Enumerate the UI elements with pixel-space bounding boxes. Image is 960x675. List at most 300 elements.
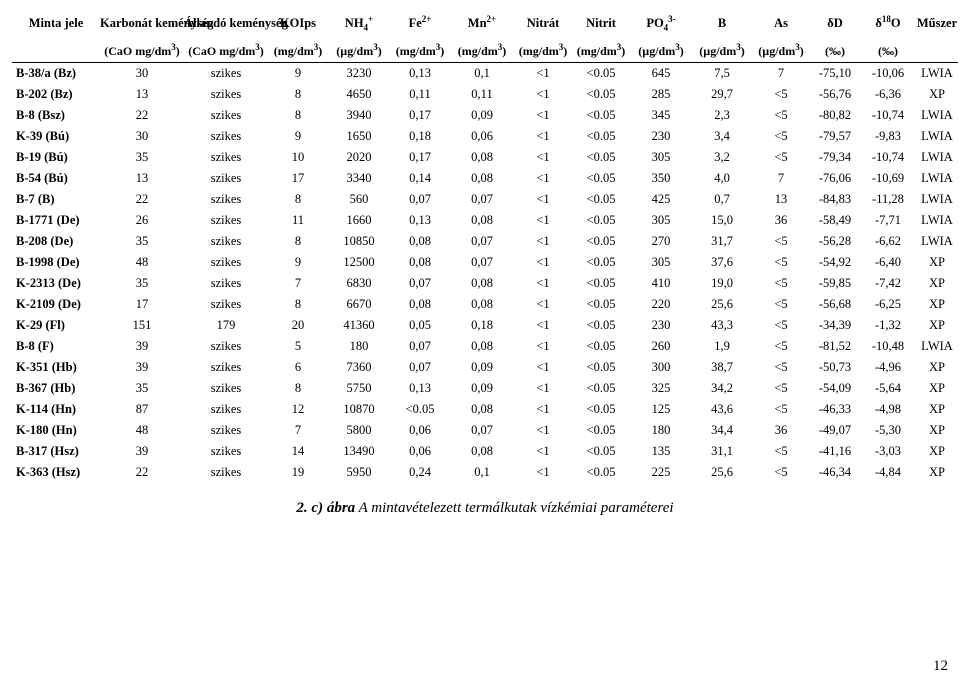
header-koips: KOIps xyxy=(279,16,317,30)
table-cell: <0.05 xyxy=(586,87,616,101)
table-cell: 0,07 xyxy=(409,192,431,206)
table-cell: 0,13 xyxy=(409,381,431,395)
table-cell: 35 xyxy=(135,276,149,290)
table-cell: <1 xyxy=(536,213,550,227)
table-cell: 13490 xyxy=(343,444,375,458)
unit-mn: $(mg/dm^3)$ xyxy=(457,42,507,58)
table-cell: 1660 xyxy=(346,213,372,227)
sample-id-cell: B-367 (Hb) xyxy=(16,381,76,395)
table-cell: -59,85 xyxy=(818,276,852,290)
header-nh4: $NH_4^+$ xyxy=(344,13,374,33)
table-cell: 0,24 xyxy=(409,465,431,479)
table-cell: -34,39 xyxy=(818,318,852,332)
table-cell: 6670 xyxy=(346,297,372,311)
table-cell: <0.05 xyxy=(586,339,616,353)
table-cell: 36 xyxy=(774,423,788,437)
table-cell: XP xyxy=(929,318,945,332)
table-cell: 25,6 xyxy=(711,297,733,311)
unit-nitrit: $(mg/dm^3)$ xyxy=(576,42,626,58)
table-cell: 11 xyxy=(291,213,305,227)
table-cell: 410 xyxy=(651,276,671,290)
sample-id-cell: B-19 (Bú) xyxy=(16,150,68,164)
table-cell: 7 xyxy=(777,171,785,185)
table-cell: 0,09 xyxy=(471,381,493,395)
table-row xyxy=(12,462,958,483)
table-cell: -6,62 xyxy=(874,234,902,248)
table-cell: 10850 xyxy=(343,234,375,248)
header-row-parameters xyxy=(12,6,958,40)
table-cell: 350 xyxy=(651,171,671,185)
table-cell: 13 xyxy=(135,171,149,185)
table-cell: <5 xyxy=(774,297,788,311)
table-cell: szikes xyxy=(210,339,242,353)
table-cell: 0,07 xyxy=(409,339,431,353)
sample-id-cell: B-1771 (De) xyxy=(16,213,80,227)
table-cell: 0,13 xyxy=(409,213,431,227)
table-cell: 5750 xyxy=(346,381,372,395)
table-cell: 0,18 xyxy=(471,318,493,332)
sample-id-cell: B-317 (Hsz) xyxy=(16,444,79,458)
table-cell: 26 xyxy=(135,213,149,227)
table-cell: 7 xyxy=(294,276,302,290)
table-cell: szikes xyxy=(210,108,242,122)
table-cell: 0,08 xyxy=(471,171,493,185)
table-cell: 7360 xyxy=(346,360,372,374)
table-cell: 560 xyxy=(349,192,369,206)
table-cell: <5 xyxy=(774,150,788,164)
table-cell: 0,06 xyxy=(409,444,431,458)
header-row-units xyxy=(12,40,958,63)
table-cell: 17 xyxy=(291,171,305,185)
table-cell: 5950 xyxy=(346,465,372,479)
table-cell: 0,07 xyxy=(471,255,493,269)
table-cell: 0,09 xyxy=(471,360,493,374)
table-cell: <5 xyxy=(774,234,788,248)
table-cell: 35 xyxy=(135,150,149,164)
table-cell: <1 xyxy=(536,108,550,122)
table-cell: XP xyxy=(929,402,945,416)
table-cell: 6 xyxy=(294,360,302,374)
table-cell: 2,3 xyxy=(714,108,730,122)
sample-id-cell: K-114 (Hn) xyxy=(16,402,77,416)
table-cell: <0.05 xyxy=(586,66,616,80)
table-cell: 0,13 xyxy=(409,66,431,80)
table-cell: -54,92 xyxy=(818,255,852,269)
unit-muszer-empty xyxy=(916,40,958,63)
table-cell: <0.05 xyxy=(586,276,616,290)
table-cell: 305 xyxy=(651,255,671,269)
sample-id-cell: K-180 (Hn) xyxy=(16,423,77,437)
table-row xyxy=(12,441,958,462)
table-cell: 0,17 xyxy=(409,108,431,122)
table-cell: 0,08 xyxy=(471,402,493,416)
table-row xyxy=(12,210,958,231)
table-cell: LWIA xyxy=(921,192,953,206)
table-cell: XP xyxy=(929,255,945,269)
table-cell: 0,06 xyxy=(471,129,493,143)
table-cell: szikes xyxy=(210,444,242,458)
table-cell: szikes xyxy=(210,192,242,206)
table-cell: -1,32 xyxy=(874,318,902,332)
table-cell: <0.05 xyxy=(586,171,616,185)
unit-allando: (CaO $mg/dm^3$) xyxy=(188,42,264,58)
table-cell: -79,57 xyxy=(818,129,852,143)
table-cell: <1 xyxy=(536,129,550,143)
table-cell: -49,07 xyxy=(818,423,852,437)
table-row xyxy=(12,168,958,189)
table-cell: <0.05 xyxy=(586,150,616,164)
table-cell: 0,7 xyxy=(714,192,730,206)
table-cell: <5 xyxy=(774,444,788,458)
unit-as: $(\mu g/dm^3)$ xyxy=(758,42,804,58)
table-cell: 0,07 xyxy=(409,276,431,290)
sample-id-cell: K-351 (Hb) xyxy=(16,360,77,374)
unit-nitrat: $(mg/dm^3)$ xyxy=(518,42,568,58)
table-cell: 345 xyxy=(651,108,671,122)
table-cell: szikes xyxy=(210,66,242,80)
table-cell: <1 xyxy=(536,87,550,101)
table-cell: 17 xyxy=(135,297,149,311)
table-cell: 125 xyxy=(651,402,671,416)
sample-id-cell: K-29 (Fl) xyxy=(16,318,65,332)
table-cell: 300 xyxy=(651,360,671,374)
table-cell: LWIA xyxy=(921,150,953,164)
table-cell: 325 xyxy=(651,381,671,395)
table-cell: 2020 xyxy=(346,150,372,164)
table-cell: 0,14 xyxy=(409,171,431,185)
table-cell: <0.05 xyxy=(586,423,616,437)
table-row xyxy=(12,357,958,378)
table-cell: LWIA xyxy=(921,171,953,185)
table-body xyxy=(12,63,958,484)
table-cell: 34,2 xyxy=(711,381,733,395)
table-cell: 260 xyxy=(651,339,671,353)
table-cell: LWIA xyxy=(921,234,953,248)
unit-po4: $(\mu g/dm^3)$ xyxy=(638,42,684,58)
table-cell: 8 xyxy=(294,108,302,122)
table-cell: LWIA xyxy=(921,339,953,353)
table-cell: 8 xyxy=(294,297,302,311)
table-cell: -10,48 xyxy=(871,339,905,353)
sample-id-cell: B-54 (Bú) xyxy=(16,171,68,185)
header-minta-jele: Minta jele xyxy=(28,16,84,30)
table-cell: 1650 xyxy=(346,129,372,143)
table-cell: 1,9 xyxy=(714,339,730,353)
table-cell: 29,7 xyxy=(711,87,733,101)
table-cell: szikes xyxy=(210,360,242,374)
table-cell: -50,73 xyxy=(818,360,852,374)
table-cell: 270 xyxy=(651,234,671,248)
table-cell: 0,08 xyxy=(471,297,493,311)
table-cell: <0.05 xyxy=(586,129,616,143)
table-cell: -3,03 xyxy=(874,444,902,458)
table-cell: <0.05 xyxy=(586,213,616,227)
table-cell: 39 xyxy=(135,360,149,374)
unit-dd: (‰) xyxy=(825,44,845,58)
table-cell: <5 xyxy=(774,381,788,395)
table-cell: -6,25 xyxy=(874,297,902,311)
table-cell: 30 xyxy=(135,129,149,143)
table-row xyxy=(12,420,958,441)
table-cell: 7 xyxy=(777,66,785,80)
header-allando: Állandó keménység xyxy=(184,16,288,30)
table-cell: -9,83 xyxy=(874,129,902,143)
table-cell: 0,09 xyxy=(471,108,493,122)
header-nitrit: Nitrit xyxy=(586,16,616,30)
table-cell: 3340 xyxy=(346,171,372,185)
table-cell: 19 xyxy=(291,465,305,479)
table-cell: <1 xyxy=(536,339,550,353)
table-cell: 0,18 xyxy=(409,129,431,143)
table-cell: -76,06 xyxy=(818,171,852,185)
table-cell: <0.05 xyxy=(586,381,616,395)
page-number: 12 xyxy=(933,658,948,674)
table-cell: <1 xyxy=(536,360,550,374)
table-cell: 31,1 xyxy=(711,444,733,458)
table-cell: 38,7 xyxy=(711,360,733,374)
table-cell: 0,11 xyxy=(471,87,493,101)
table-cell: 4650 xyxy=(346,87,372,101)
table-cell: -81,52 xyxy=(818,339,852,353)
water-chemistry-table xyxy=(12,6,958,483)
table-cell: 13 xyxy=(135,87,149,101)
table-cell: LWIA xyxy=(921,129,953,143)
unit-b: $(\mu g/dm^3)$ xyxy=(699,42,745,58)
table-cell: <5 xyxy=(774,129,788,143)
table-cell: <5 xyxy=(774,255,788,269)
sample-id-cell: K-363 (Hsz) xyxy=(16,465,81,479)
table-cell: 30 xyxy=(135,66,149,80)
table-cell: -10,74 xyxy=(871,150,905,164)
table-cell: 0,08 xyxy=(471,213,493,227)
table-cell: <0.05 xyxy=(586,465,616,479)
table-cell: 0,06 xyxy=(409,423,431,437)
table-cell: <0.05 xyxy=(586,297,616,311)
table-cell: <1 xyxy=(536,276,550,290)
caption-text: A mintavételezett termálkutak vízkémiai paraméterei xyxy=(355,500,674,516)
table-cell: 0,08 xyxy=(471,150,493,164)
table-cell: 3,4 xyxy=(714,129,730,143)
table-cell: 20 xyxy=(291,318,305,332)
table-row xyxy=(12,126,958,147)
table-cell: 41360 xyxy=(343,318,375,332)
sample-id-cell: B-8 (F) xyxy=(16,339,54,353)
table-cell: XP xyxy=(929,381,945,395)
table-cell: <1 xyxy=(536,234,550,248)
table-cell: 48 xyxy=(135,255,149,269)
table-cell: 0,07 xyxy=(471,423,493,437)
table-row xyxy=(12,105,958,126)
table-cell: 0,07 xyxy=(471,192,493,206)
table-cell: 9 xyxy=(294,66,302,80)
table-cell: 8 xyxy=(294,381,302,395)
table-cell: LWIA xyxy=(921,66,953,80)
table-cell: <1 xyxy=(536,171,550,185)
unit-fe: $(mg/dm^3)$ xyxy=(395,42,445,58)
table-cell: 48 xyxy=(135,423,149,437)
table-cell: <0.05 xyxy=(586,108,616,122)
table-cell: -4,84 xyxy=(874,465,902,479)
table-cell: 0,08 xyxy=(471,339,493,353)
table-cell: <5 xyxy=(774,465,788,479)
table-cell: <0.05 xyxy=(586,255,616,269)
table-cell: 19,0 xyxy=(711,276,733,290)
table-cell: <1 xyxy=(536,192,550,206)
table-cell: <5 xyxy=(774,276,788,290)
table-cell: szikes xyxy=(210,87,242,101)
table-cell: szikes xyxy=(210,276,242,290)
table-cell: -56,68 xyxy=(818,297,852,311)
table-row xyxy=(12,231,958,252)
table-cell: <1 xyxy=(536,150,550,164)
table-cell: 645 xyxy=(651,66,671,80)
table-cell: -6,40 xyxy=(874,255,902,269)
table-cell: -41,16 xyxy=(818,444,852,458)
table-cell: szikes xyxy=(210,213,242,227)
caption-label: 2. c) ábra xyxy=(296,500,356,516)
table-cell: <0.05 xyxy=(586,402,616,416)
sample-id-cell: K-39 (Bú) xyxy=(16,129,70,143)
table-cell: <1 xyxy=(536,444,550,458)
table-cell: <5 xyxy=(774,360,788,374)
table-cell: 179 xyxy=(216,318,236,332)
table-cell: XP xyxy=(929,444,945,458)
table-cell: <1 xyxy=(536,465,550,479)
table-cell: 5 xyxy=(294,339,302,353)
table-row xyxy=(12,336,958,357)
unit-d18o: (‰) xyxy=(878,44,898,58)
table-cell: XP xyxy=(929,423,945,437)
table-cell: 305 xyxy=(651,213,671,227)
header-fe: $Fe^{2+}$ xyxy=(408,13,432,30)
sample-id-cell: B-8 (Bsz) xyxy=(16,108,65,122)
table-cell: szikes xyxy=(210,234,242,248)
sample-id-cell: K-2313 (De) xyxy=(16,276,81,290)
table-cell: <1 xyxy=(536,381,550,395)
table-cell: <1 xyxy=(536,423,550,437)
header-as: As xyxy=(774,16,788,30)
table-cell: -10,74 xyxy=(871,108,905,122)
table-cell: 43,6 xyxy=(711,402,733,416)
figure-caption xyxy=(12,500,958,517)
table-cell: 220 xyxy=(651,297,671,311)
table-cell: 0,08 xyxy=(409,234,431,248)
table-cell: -79,34 xyxy=(818,150,852,164)
table-cell: -56,76 xyxy=(818,87,852,101)
table-cell: <5 xyxy=(774,402,788,416)
table-cell: 8 xyxy=(294,87,302,101)
table-cell: 0,1 xyxy=(474,66,490,80)
table-cell: 151 xyxy=(132,318,152,332)
table-cell: 15,0 xyxy=(711,213,733,227)
table-cell: 0,08 xyxy=(471,276,493,290)
table-cell: <0.05 xyxy=(586,444,616,458)
water-chemistry-table-container xyxy=(12,6,958,516)
header-nitrat: Nitrát xyxy=(526,16,560,30)
table-row xyxy=(12,252,958,273)
table-cell: 5800 xyxy=(346,423,372,437)
table-cell: 180 xyxy=(349,339,369,353)
table-cell: <0.05 xyxy=(586,318,616,332)
table-cell: 6830 xyxy=(346,276,372,290)
table-cell: XP xyxy=(929,465,945,479)
table-cell: 425 xyxy=(651,192,671,206)
table-cell: <5 xyxy=(774,318,788,332)
table-cell: 43,3 xyxy=(711,318,733,332)
header-karbonat: Karbonát keménység xyxy=(100,16,214,30)
table-cell: 39 xyxy=(135,444,149,458)
table-cell: 9 xyxy=(294,129,302,143)
table-row xyxy=(12,147,958,168)
table-cell: 12 xyxy=(291,402,305,416)
table-cell: -58,49 xyxy=(818,213,852,227)
table-cell: -10,06 xyxy=(871,66,905,80)
table-cell: 0,11 xyxy=(409,87,431,101)
table-cell: szikes xyxy=(210,465,242,479)
table-row xyxy=(12,84,958,105)
table-row xyxy=(12,399,958,420)
sample-id-cell: B-208 (De) xyxy=(16,234,74,248)
header-mn: $Mn^{2+}$ xyxy=(467,13,497,30)
header-po4: $PO_4^{3-}$ xyxy=(646,13,676,33)
table-cell: -10,69 xyxy=(871,171,905,185)
table-cell: 34,4 xyxy=(711,423,733,437)
table-cell: LWIA xyxy=(921,213,953,227)
table-cell: 12500 xyxy=(343,255,375,269)
table-cell: 230 xyxy=(651,129,671,143)
table-cell: szikes xyxy=(210,150,242,164)
header-muszer: Műszer xyxy=(916,16,958,30)
sample-id-cell: K-2109 (De) xyxy=(16,297,81,311)
table-cell: 0,17 xyxy=(409,150,431,164)
table-cell: 13 xyxy=(774,192,788,206)
table-cell: -6,36 xyxy=(874,87,902,101)
unit-minta-empty xyxy=(12,40,100,63)
table-cell: -80,82 xyxy=(818,108,852,122)
table-cell: <5 xyxy=(774,87,788,101)
table-row xyxy=(12,189,958,210)
table-cell: -56,28 xyxy=(818,234,852,248)
table-cell: 230 xyxy=(651,318,671,332)
table-cell: 39 xyxy=(135,339,149,353)
sample-id-cell: B-1998 (De) xyxy=(16,255,80,269)
table-cell: 31,7 xyxy=(711,234,733,248)
table-cell: szikes xyxy=(210,255,242,269)
table-cell: <5 xyxy=(774,339,788,353)
table-cell: -5,30 xyxy=(874,423,902,437)
table-cell: 25,6 xyxy=(711,465,733,479)
table-cell: XP xyxy=(929,276,945,290)
table-cell: <0.05 xyxy=(586,192,616,206)
table-cell: 0,08 xyxy=(409,297,431,311)
table-cell: 8 xyxy=(294,234,302,248)
table-cell: <1 xyxy=(536,66,550,80)
sample-id-cell: B-38/a (Bz) xyxy=(16,66,77,80)
table-cell: 22 xyxy=(135,465,149,479)
table-cell: <0.05 xyxy=(586,360,616,374)
table-cell: 225 xyxy=(651,465,671,479)
table-cell: <5 xyxy=(774,108,788,122)
table-cell: 7 xyxy=(294,423,302,437)
table-cell: szikes xyxy=(210,129,242,143)
table-cell: 3940 xyxy=(346,108,372,122)
table-cell: XP xyxy=(929,297,945,311)
table-row xyxy=(12,315,958,336)
table-cell: -84,83 xyxy=(818,192,852,206)
table-cell: LWIA xyxy=(921,108,953,122)
table-cell: -46,34 xyxy=(818,465,852,479)
table-cell: 10 xyxy=(291,150,305,164)
